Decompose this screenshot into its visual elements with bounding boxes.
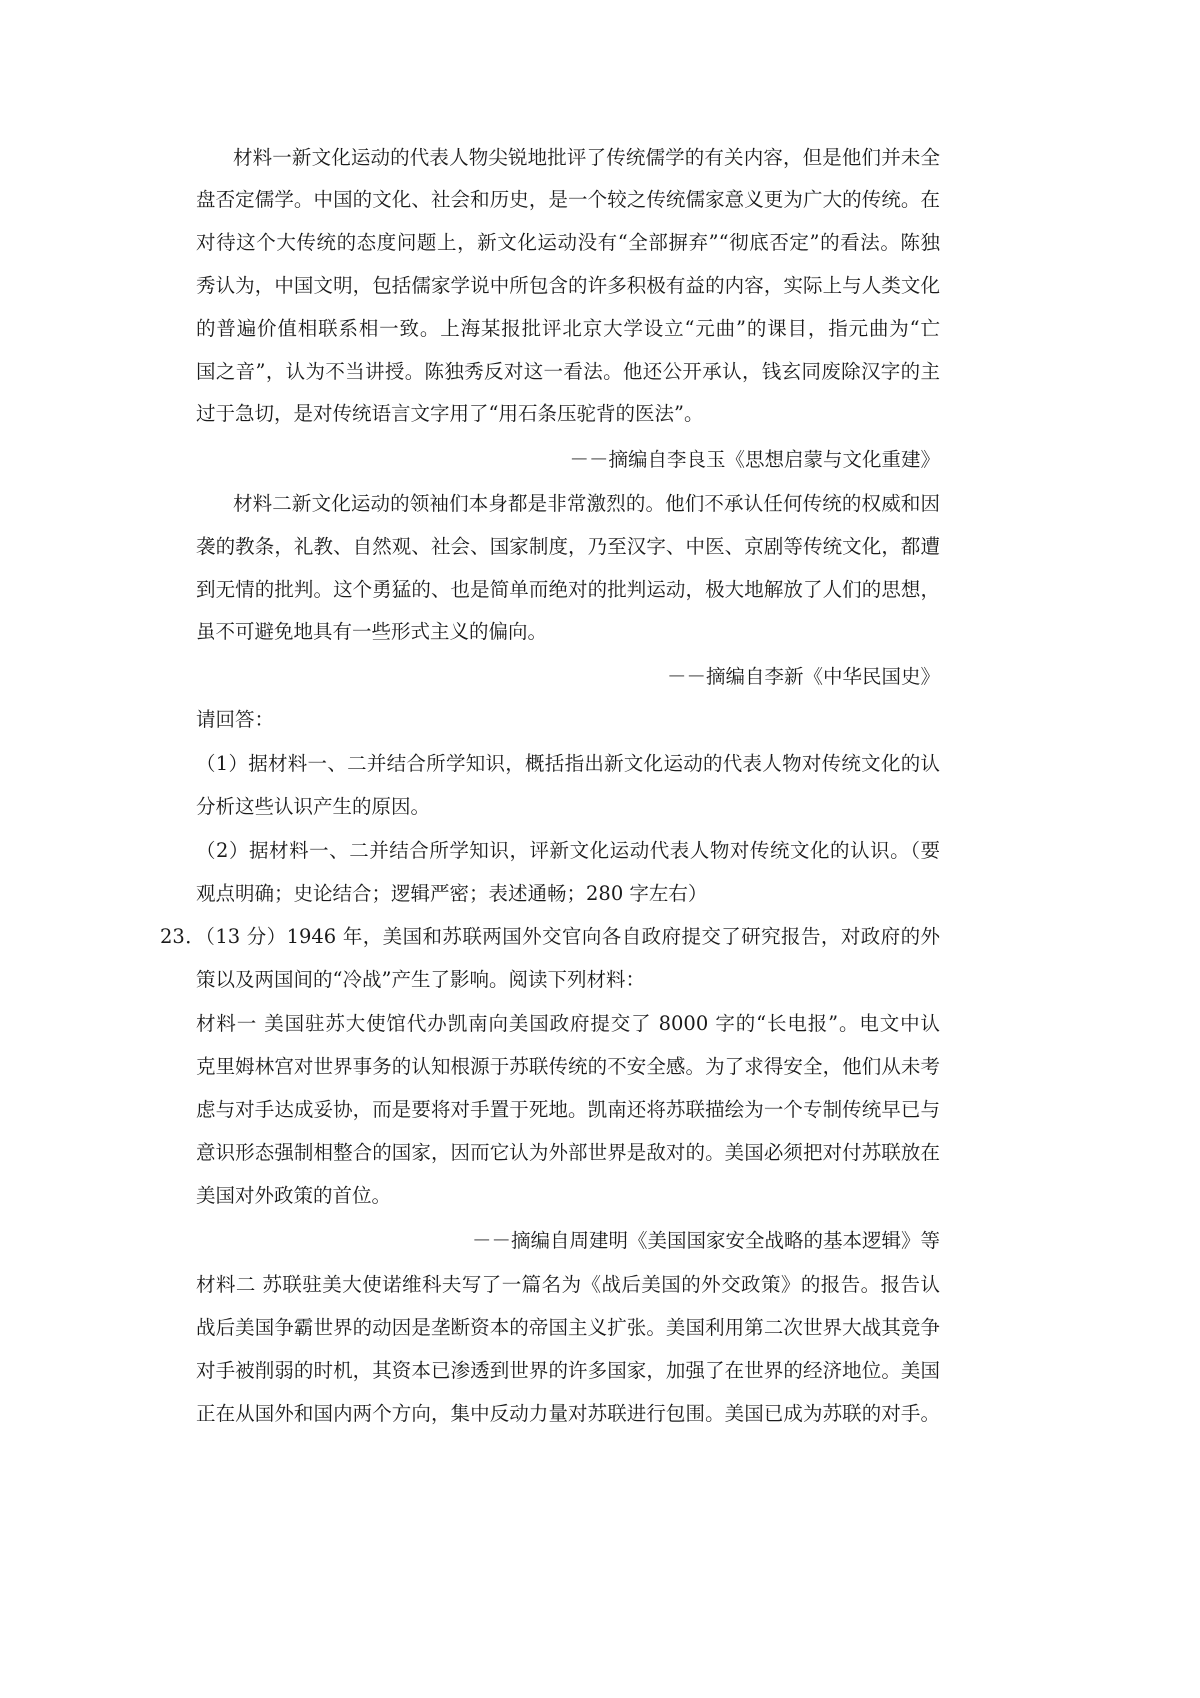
text-line: 策以及两国间的“冷战”产生了影响。阅读下列材料： bbox=[196, 968, 645, 991]
text-line: 到无情的批判。这个勇猛的、也是简单而绝对的批判运动，极大地解放了人们的思想， bbox=[196, 578, 940, 601]
source-citation: －－摘编自李良玉《思想启蒙与文化重建》 bbox=[569, 448, 940, 471]
source-citation: －－摘编自周建明《美国国家安全战略的基本逻辑》等 bbox=[471, 1229, 940, 1252]
text-line: 材料一新文化运动的代表人物尖锐地批评了传统儒学的有关内容，但是他们并未全 bbox=[233, 146, 940, 169]
text-line: 对待这个大传统的态度问题上，新文化运动没有“全部摒弃”“彻底否定”的看法。陈独 bbox=[196, 231, 940, 254]
text-line: 秀认为，中国文明，包括儒家学说中所包含的许多积极有益的内容，实际上与人类文化 bbox=[196, 274, 940, 297]
text-line: 战后美国争霸世界的动因是垄断资本的帝国主义扩张。美国利用第二次世界大战其竞争 bbox=[196, 1316, 940, 1339]
text-line: 材料二 苏联驻美大使诺维科夫写了一篇名为《战后美国的外交政策》的报告。报告认 bbox=[196, 1273, 940, 1296]
text-line: 的普遍价值相联系相一致。上海某报批评北京大学设立“元曲”的课目，指元曲为“亡 bbox=[196, 317, 940, 340]
text-line: 意识形态强制相整合的国家，因而它认为外部世界是敌对的。美国必须把对付苏联放在 bbox=[196, 1141, 940, 1164]
text-line: 对手被削弱的时机，其资本已渗透到世界的许多国家，加强了在世界的经济地位。美国 bbox=[196, 1359, 940, 1382]
prompt-text: 请回答： bbox=[196, 708, 275, 731]
text-line: 国之音”，认为不当讲授。陈独秀反对这一看法。他还公开承认，钱玄同废除汉字的主 bbox=[196, 360, 940, 383]
text-line: （1）据材料一、二并结合所学知识，概括指出新文化运动的代表人物对传统文化的认 bbox=[196, 752, 940, 775]
text-line: 材料二新文化运动的领袖们本身都是非常激烈的。他们不承认任何传统的权威和因 bbox=[233, 492, 940, 515]
text-line: 过于急切，是对传统语言文字用了“用石条压驼背的医法”。 bbox=[196, 402, 704, 425]
text-line: 分析这些认识产生的原因。 bbox=[196, 795, 431, 818]
text-line: 正在从国外和国内两个方向，集中反动力量对苏联进行包围。美国已成为苏联的对手。 bbox=[196, 1402, 940, 1425]
source-citation: －－摘编自李新《中华民国史》 bbox=[666, 665, 940, 688]
text-line: 观点明确；史论结合；逻辑严密；表述通畅；280 字左右） bbox=[196, 882, 708, 905]
text-line: 克里姆林宫对世界事务的认知根源于苏联传统的不安全感。为了求得安全，他们从未考 bbox=[196, 1055, 940, 1078]
text-line: 袭的教条，礼教、自然观、社会、国家制度，乃至汉字、中医、京剧等传统文化，都遭 bbox=[196, 535, 940, 558]
text-line: 材料一 美国驻苏大使馆代办凯南向美国政府提交了 8000 字的“长电报”。电文中认 bbox=[196, 1012, 940, 1035]
text-line: （2）据材料一、二并结合所学知识，评新文化运动代表人物对传统文化的认识。（要 bbox=[196, 839, 940, 862]
text-line: 虽不可避免地具有一些形式主义的偏向。 bbox=[196, 620, 548, 643]
text-line: 美国对外政策的首位。 bbox=[196, 1184, 392, 1207]
text-line: 盘否定儒学。中国的文化、社会和历史，是一个较之传统儒家意义更为广大的传统。在 bbox=[196, 188, 940, 211]
text-line: 虑与对手达成妥协，而是要将对手置于死地。凯南还将苏联描绘为一个专制传统早已与 bbox=[196, 1098, 940, 1121]
text-line: 23．（13 分）1946 年，美国和苏联两国外交官向各自政府提交了研究报告，对政府的外 bbox=[160, 925, 940, 948]
